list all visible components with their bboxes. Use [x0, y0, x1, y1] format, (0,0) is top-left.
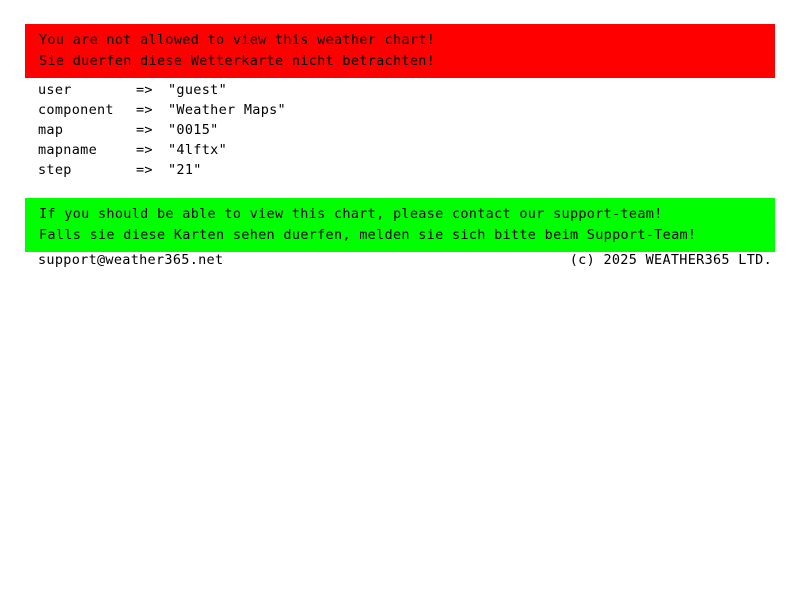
parameter-key: user [38, 82, 72, 98]
error-banner-line-en: You are not allowed to view this weather chart! [39, 32, 436, 48]
parameter-key: mapname [38, 142, 97, 158]
parameter-row-user [38, 80, 738, 100]
parameter-row-step [38, 160, 738, 180]
support-banner-line-en: If you should be able to view this chart, please contact our support-team! [39, 206, 663, 222]
parameter-row-map [38, 120, 738, 140]
error-banner-line-de: Sie duerfen diese Wetterkarte nicht betrachten! [39, 53, 436, 69]
parameter-value: "21" [168, 162, 202, 178]
parameter-arrow: => [136, 102, 153, 118]
parameter-list [38, 80, 738, 180]
parameter-key: map [38, 122, 64, 138]
copyright-text: (c) 2025 WEATHER365 LTD. [569, 252, 772, 268]
support-banner [25, 198, 775, 252]
support-banner-line-de: Falls sie diese Karten sehen duerfen, melden sie sich bitte beim Support-Team! [39, 227, 697, 243]
parameter-value: "4lftx" [168, 142, 227, 158]
footer [38, 250, 772, 270]
parameter-arrow: => [136, 82, 153, 98]
parameter-arrow: => [136, 122, 153, 138]
parameter-key: component [38, 102, 114, 118]
parameter-arrow: => [136, 162, 153, 178]
parameter-value: "guest" [168, 82, 227, 98]
error-banner [25, 24, 775, 78]
parameter-row-mapname [38, 140, 738, 160]
parameter-key: step [38, 162, 72, 178]
parameter-row-component [38, 100, 738, 120]
parameter-value: "0015" [168, 122, 219, 138]
parameter-value: "Weather Maps" [168, 102, 286, 118]
support-email-link[interactable]: support@weather365.net [38, 252, 224, 268]
parameter-arrow: => [136, 142, 153, 158]
